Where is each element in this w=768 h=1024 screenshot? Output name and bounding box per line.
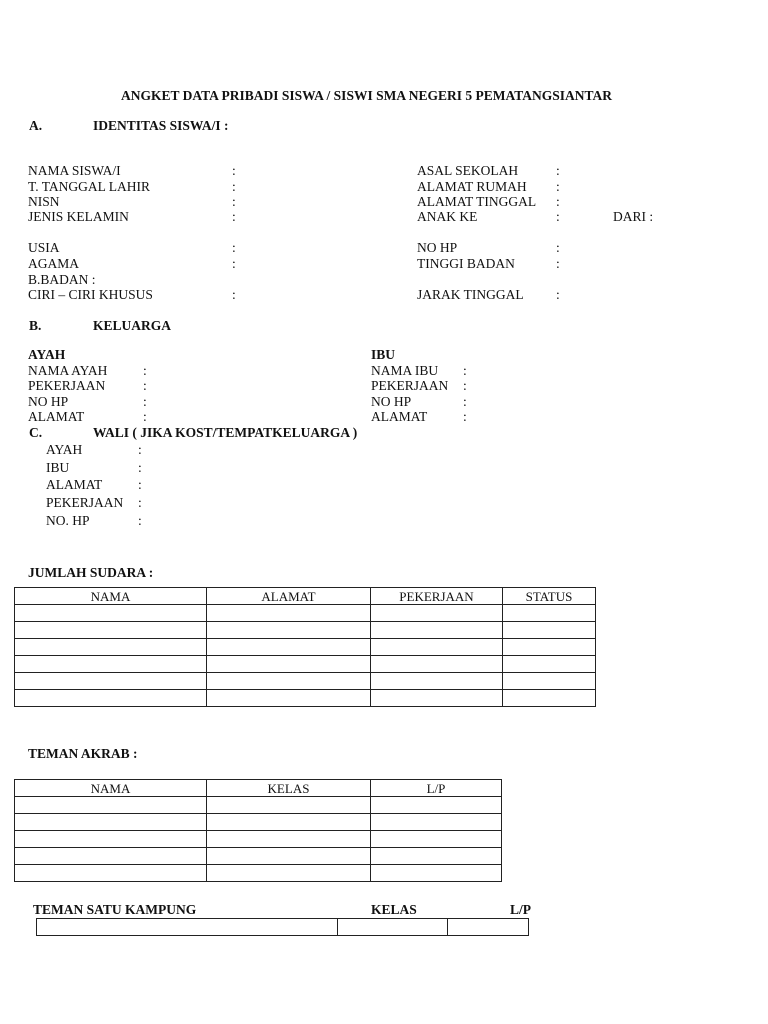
ayah-heading: AYAH [28,347,66,362]
table-row [15,656,596,673]
teman-kampung-kelas-label: KELAS [371,902,417,917]
table-cell[interactable] [207,656,371,673]
section-b-letter: B. [29,318,42,333]
field-wali-ibu: IBU [46,460,70,475]
colon: : [556,256,560,271]
field-tanggal-lahir: T. TANGGAL LAHIR [28,179,151,194]
table-cell[interactable] [15,690,207,707]
table-cell[interactable] [371,605,503,622]
table-cell[interactable] [207,848,371,865]
table-cell[interactable] [15,797,207,814]
field-nama-siswa: NAMA SISWA/I [28,163,121,178]
field-jenis-kelamin: JENIS KELAMIN [28,209,129,224]
table-cell[interactable] [371,865,502,882]
table-cell[interactable] [15,622,207,639]
table-row [15,605,596,622]
table-cell[interactable] [15,814,207,831]
field-alamat-ayah: ALAMAT [28,409,85,424]
colon: : [556,163,560,178]
field-ciri-khusus: CIRI – CIRI KHUSUS [28,287,153,302]
field-jarak-tinggal: JARAK TINGGAL [417,287,524,302]
field-wali-nohp: NO. HP [46,513,90,528]
table-cell[interactable] [207,865,371,882]
page-title: ANGKET DATA PRIBADI SISWA / SISWI SMA NEGERI 5 PEMATANGSIANTAR [121,88,612,103]
field-nisn: NISN [28,194,60,209]
field-anak-ke: ANAK KE [417,209,478,224]
field-asal-sekolah: ASAL SEKOLAH [417,163,519,178]
table-cell[interactable] [371,797,502,814]
column-header: ALAMAT [207,588,371,605]
field-agama: AGAMA [28,256,80,271]
teman-akrab-table [14,779,502,882]
colon: : [556,287,560,302]
field-alamat-rumah: ALAMAT RUMAH [417,179,527,194]
table-cell[interactable] [15,656,207,673]
column-header: NAMA [15,588,207,605]
field-tinggi-badan: TINGGI BADAN [417,256,515,271]
table-row [15,673,596,690]
table-row [15,622,596,639]
colon: : [138,495,142,510]
table-cell[interactable] [207,814,371,831]
colon: : [138,460,142,475]
field-alamat-ibu: ALAMAT [371,409,428,424]
table-header-row [15,588,596,605]
field-wali-alamat: ALAMAT [46,477,103,492]
section-c-heading: WALI ( JIKA KOST/TEMPATKELUARGA ) [93,425,358,440]
field-pekerjaan-ibu: PEKERJAAN [371,378,449,393]
table-cell[interactable] [207,622,371,639]
colon: : [232,240,236,255]
field-wali-ayah: AYAH [46,442,83,457]
table-cell[interactable] [503,690,596,707]
colon: : [232,256,236,271]
table-row [37,919,529,936]
colon: : [232,287,236,302]
ibu-heading: IBU [371,347,396,362]
field-dari: DARI : [613,209,654,224]
table-cell[interactable] [503,605,596,622]
colon: : [463,363,467,378]
colon: : [556,179,560,194]
table-cell[interactable] [15,865,207,882]
table-row [15,865,502,882]
table-row [15,814,502,831]
table-cell[interactable] [448,919,529,936]
section-c-letter: C. [29,425,43,440]
table-cell[interactable] [207,797,371,814]
colon: : [138,477,142,492]
colon: : [556,209,560,224]
column-header: NAMA [15,780,207,797]
colon: : [463,394,467,409]
table-cell[interactable] [371,656,503,673]
table-cell[interactable] [207,673,371,690]
teman-kampung-lp-label: L/P [510,902,532,917]
table-row [15,831,502,848]
colon: : [556,240,560,255]
colon: : [556,194,560,209]
table-header-row [15,780,502,797]
colon: : [138,442,142,457]
field-nohp-ayah: NO HP [28,394,69,409]
column-header: L/P [371,780,502,797]
table-cell[interactable] [371,848,502,865]
table-cell[interactable] [15,673,207,690]
teman-akrab-heading: TEMAN AKRAB : [28,746,138,761]
table-cell[interactable] [15,848,207,865]
table-cell[interactable] [503,639,596,656]
table-cell[interactable] [503,622,596,639]
column-header: STATUS [503,588,596,605]
section-b-heading: KELUARGA [93,318,172,333]
table-cell[interactable] [207,639,371,656]
field-alamat-tinggal: ALAMAT TINGGAL [417,194,537,209]
colon: : [143,363,147,378]
table-cell[interactable] [371,639,503,656]
field-wali-pekerjaan: PEKERJAAN [46,495,124,510]
table-cell[interactable] [503,656,596,673]
table-cell[interactable] [15,605,207,622]
table-cell[interactable] [371,831,502,848]
colon: : [143,409,147,424]
table-cell[interactable] [15,639,207,656]
sudara-heading: JUMLAH SUDARA : [28,565,154,580]
table-row [15,690,596,707]
table-row [15,848,502,865]
colon: : [232,179,236,194]
field-berat-badan: B.BADAN : [28,272,96,287]
table-cell[interactable] [207,690,371,707]
colon: : [232,163,236,178]
table-cell[interactable] [207,605,371,622]
table-cell[interactable] [207,831,371,848]
field-no-hp: NO HP [417,240,458,255]
colon: : [232,209,236,224]
field-nama-ayah: NAMA AYAH [28,363,108,378]
field-pekerjaan-ayah: PEKERJAAN [28,378,106,393]
table-row [15,639,596,656]
teman-kampung-table [36,918,529,936]
table-cell[interactable] [503,673,596,690]
colon: : [138,513,142,528]
table-cell[interactable] [371,814,502,831]
table-cell[interactable] [371,690,503,707]
column-header: KELAS [207,780,371,797]
table-cell[interactable] [37,919,338,936]
colon: : [463,378,467,393]
field-nohp-ibu: NO HP [371,394,412,409]
teman-kampung-heading: TEMAN SATU KAMPUNG [33,902,197,917]
table-row [15,797,502,814]
table-cell[interactable] [371,673,503,690]
colon: : [143,378,147,393]
field-nama-ibu: NAMA IBU [371,363,439,378]
section-a-heading: IDENTITAS SISWA/I : [93,118,229,133]
sudara-table [14,587,596,707]
section-a-letter: A. [29,118,43,133]
table-cell[interactable] [15,831,207,848]
column-header: PEKERJAAN [371,588,503,605]
colon: : [232,194,236,209]
field-usia: USIA [28,240,60,255]
table-cell[interactable] [338,919,448,936]
colon: : [463,409,467,424]
colon: : [143,394,147,409]
table-cell[interactable] [371,622,503,639]
